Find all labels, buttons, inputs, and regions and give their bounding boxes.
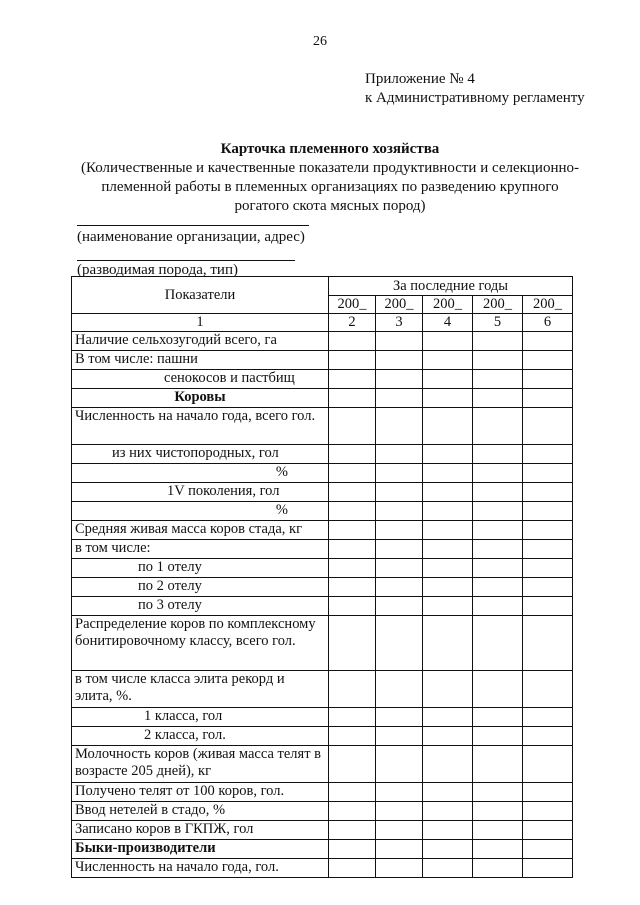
column-number: 5 <box>473 314 523 332</box>
table-row <box>72 708 573 727</box>
value-cell <box>423 559 473 578</box>
value-cell <box>473 746 523 783</box>
value-cell <box>376 802 423 821</box>
value-cell <box>376 859 423 878</box>
value-cell <box>523 708 573 727</box>
table-row <box>72 727 573 746</box>
appendix-line-2: к Административному регламенту <box>365 90 585 106</box>
value-cell <box>376 840 423 859</box>
value-cell <box>329 559 376 578</box>
value-cell <box>423 802 473 821</box>
row-label: 1V поколения, гол <box>72 483 329 502</box>
value-cell <box>523 445 573 464</box>
value-cell <box>329 370 376 389</box>
year-cell: 200_ <box>523 296 573 314</box>
value-cell <box>329 483 376 502</box>
value-cell <box>329 502 376 521</box>
table-row <box>72 821 573 840</box>
value-cell <box>376 332 423 351</box>
row-label: Молочность коров (живая масса телят в возрасте 205 дней), кг <box>72 746 329 783</box>
value-cell <box>329 840 376 859</box>
value-cell <box>523 671 573 708</box>
value-cell <box>329 616 376 671</box>
value-cell <box>473 859 523 878</box>
column-number: 1 <box>72 314 329 332</box>
row-label: Численность на начало года, гол. <box>72 859 329 878</box>
table-row <box>72 408 573 445</box>
value-cell <box>523 802 573 821</box>
section-heading-cows: Коровы <box>72 389 329 408</box>
table-row <box>72 616 573 671</box>
table-row <box>72 464 573 483</box>
value-cell <box>423 464 473 483</box>
value-cell <box>329 671 376 708</box>
value-cell <box>423 616 473 671</box>
value-cell <box>523 859 573 878</box>
table-row <box>72 597 573 616</box>
value-cell <box>376 521 423 540</box>
value-cell <box>376 408 423 445</box>
appendix-reference <box>365 70 585 108</box>
value-cell <box>376 727 423 746</box>
value-cell <box>523 332 573 351</box>
value-cell <box>473 783 523 802</box>
value-cell <box>423 708 473 727</box>
value-cell <box>376 578 423 597</box>
table-row <box>72 370 573 389</box>
value-cell <box>423 727 473 746</box>
row-label: сенокосов и пастбищ <box>72 370 329 389</box>
value-cell <box>473 408 523 445</box>
value-cell <box>376 502 423 521</box>
value-cell <box>329 408 376 445</box>
value-cell <box>473 597 523 616</box>
row-label: по 1 отелу <box>72 559 329 578</box>
table-row <box>72 445 573 464</box>
value-cell <box>329 708 376 727</box>
value-cell <box>423 859 473 878</box>
value-cell <box>329 727 376 746</box>
value-cell <box>329 540 376 559</box>
value-cell <box>423 578 473 597</box>
value-cell <box>423 370 473 389</box>
value-cell <box>473 370 523 389</box>
row-label: в том числе: <box>72 540 329 559</box>
value-cell <box>376 483 423 502</box>
value-cell <box>376 783 423 802</box>
value-cell <box>473 540 523 559</box>
year-cell: 200_ <box>329 296 376 314</box>
page-number: 26 <box>313 34 327 49</box>
value-cell <box>423 408 473 445</box>
table-row <box>72 521 573 540</box>
row-label: Средняя живая масса коров стада, кг <box>72 521 329 540</box>
value-cell <box>473 464 523 483</box>
value-cell <box>329 445 376 464</box>
row-label: Ввод нетелей в стадо, % <box>72 802 329 821</box>
value-cell <box>376 351 423 370</box>
value-cell <box>473 578 523 597</box>
row-label: 2 класса, гол. <box>72 727 329 746</box>
header-indicators: Показатели <box>72 277 329 314</box>
document-title: Карточка племенного хозяйства <box>220 141 440 157</box>
table-row <box>72 783 573 802</box>
value-cell <box>473 521 523 540</box>
value-cell <box>473 802 523 821</box>
value-cell <box>329 821 376 840</box>
column-number: 2 <box>329 314 376 332</box>
value-cell <box>523 483 573 502</box>
table-row <box>72 351 573 370</box>
column-number: 6 <box>523 314 573 332</box>
table-row <box>72 483 573 502</box>
value-cell <box>423 840 473 859</box>
value-cell <box>473 616 523 671</box>
row-label: Численность на начало года, всего гол. <box>72 408 329 445</box>
value-cell <box>376 671 423 708</box>
table-row <box>72 746 573 783</box>
value-cell <box>523 821 573 840</box>
value-cell <box>523 578 573 597</box>
column-number: 4 <box>423 314 473 332</box>
table-row <box>72 540 573 559</box>
table-row <box>72 502 573 521</box>
value-cell <box>423 671 473 708</box>
value-cell <box>376 708 423 727</box>
value-cell <box>423 821 473 840</box>
table-row <box>72 802 573 821</box>
organization-fill-line <box>77 225 309 226</box>
value-cell <box>523 351 573 370</box>
value-cell <box>376 559 423 578</box>
value-cell <box>523 389 573 408</box>
value-cell <box>329 597 376 616</box>
value-cell <box>473 502 523 521</box>
section-heading-bulls: Быки-производители <box>72 840 329 859</box>
column-number: 3 <box>376 314 423 332</box>
value-cell <box>329 746 376 783</box>
value-cell <box>376 597 423 616</box>
value-cell <box>423 521 473 540</box>
value-cell <box>523 559 573 578</box>
row-label: Записано коров в ГКПЖ, гол <box>72 821 329 840</box>
value-cell <box>376 540 423 559</box>
value-cell <box>473 332 523 351</box>
value-cell <box>473 708 523 727</box>
row-label: Наличие сельхозугодий всего, га <box>72 332 329 351</box>
subtitle-line-2: племенной работы в племенных организациях по разведению крупного <box>101 179 559 195</box>
value-cell <box>523 783 573 802</box>
table-row <box>72 559 573 578</box>
value-cell <box>376 370 423 389</box>
value-cell <box>423 389 473 408</box>
value-cell <box>376 445 423 464</box>
table-row <box>72 332 573 351</box>
breed-fill-line <box>77 260 295 261</box>
value-cell <box>329 464 376 483</box>
year-cell: 200_ <box>423 296 473 314</box>
subtitle-line-3: рогатого скота мясных пород) <box>234 198 426 214</box>
value-cell <box>329 802 376 821</box>
value-cell <box>473 445 523 464</box>
row-label: из них чистопородных, гол <box>72 445 329 464</box>
row-label: Распределение коров по комплексному бонитировочному классу, всего гол. <box>72 616 329 671</box>
title-block <box>60 140 600 216</box>
value-cell <box>523 540 573 559</box>
value-cell <box>423 332 473 351</box>
table-row <box>72 859 573 878</box>
value-cell <box>376 389 423 408</box>
value-cell <box>376 746 423 783</box>
value-cell <box>329 578 376 597</box>
value-cell <box>329 859 376 878</box>
value-cell <box>423 483 473 502</box>
year-cell: 200_ <box>473 296 523 314</box>
value-cell <box>329 783 376 802</box>
value-cell <box>376 464 423 483</box>
subtitle-line-1: (Количественные и качественные показатели продуктивности и селекционно- <box>80 160 580 176</box>
value-cell <box>523 840 573 859</box>
value-cell <box>523 464 573 483</box>
value-cell <box>376 821 423 840</box>
appendix-line-1: Приложение № 4 <box>365 71 475 87</box>
value-cell <box>473 671 523 708</box>
organization-caption: (наименование организации, адрес) <box>77 229 305 245</box>
row-label: Получено телят от 100 коров, гол. <box>72 783 329 802</box>
value-cell <box>523 370 573 389</box>
value-cell <box>473 483 523 502</box>
breed-caption: (разводимая порода, тип) <box>77 262 238 278</box>
value-cell <box>473 727 523 746</box>
table-row <box>72 578 573 597</box>
value-cell <box>423 783 473 802</box>
value-cell <box>423 445 473 464</box>
header-row <box>72 277 573 296</box>
value-cell <box>523 597 573 616</box>
value-cell <box>423 540 473 559</box>
year-cell: 200_ <box>376 296 423 314</box>
value-cell <box>423 502 473 521</box>
value-cell <box>473 389 523 408</box>
table-row <box>72 671 573 708</box>
row-label: % <box>72 464 329 483</box>
value-cell <box>329 332 376 351</box>
value-cell <box>329 351 376 370</box>
breeding-farm-table <box>71 276 573 878</box>
header-recent-years: За последние годы <box>329 277 573 296</box>
value-cell <box>423 746 473 783</box>
value-cell <box>523 727 573 746</box>
value-cell <box>423 597 473 616</box>
value-cell <box>523 502 573 521</box>
row-label: по 2 отелу <box>72 578 329 597</box>
value-cell <box>473 351 523 370</box>
value-cell <box>473 821 523 840</box>
row-label: по 3 отелу <box>72 597 329 616</box>
table-row <box>72 389 573 408</box>
value-cell <box>329 521 376 540</box>
value-cell <box>329 389 376 408</box>
row-label: % <box>72 502 329 521</box>
value-cell <box>473 840 523 859</box>
value-cell <box>523 616 573 671</box>
value-cell <box>376 616 423 671</box>
value-cell <box>473 559 523 578</box>
value-cell <box>523 521 573 540</box>
value-cell <box>523 746 573 783</box>
column-numbers-row <box>72 314 573 332</box>
row-label: В том числе: пашни <box>72 351 329 370</box>
row-label: 1 класса, гол <box>72 708 329 727</box>
value-cell <box>423 351 473 370</box>
table-row <box>72 840 573 859</box>
row-label: в том числе класса элита рекорд и элита, %. <box>72 671 329 708</box>
value-cell <box>523 408 573 445</box>
